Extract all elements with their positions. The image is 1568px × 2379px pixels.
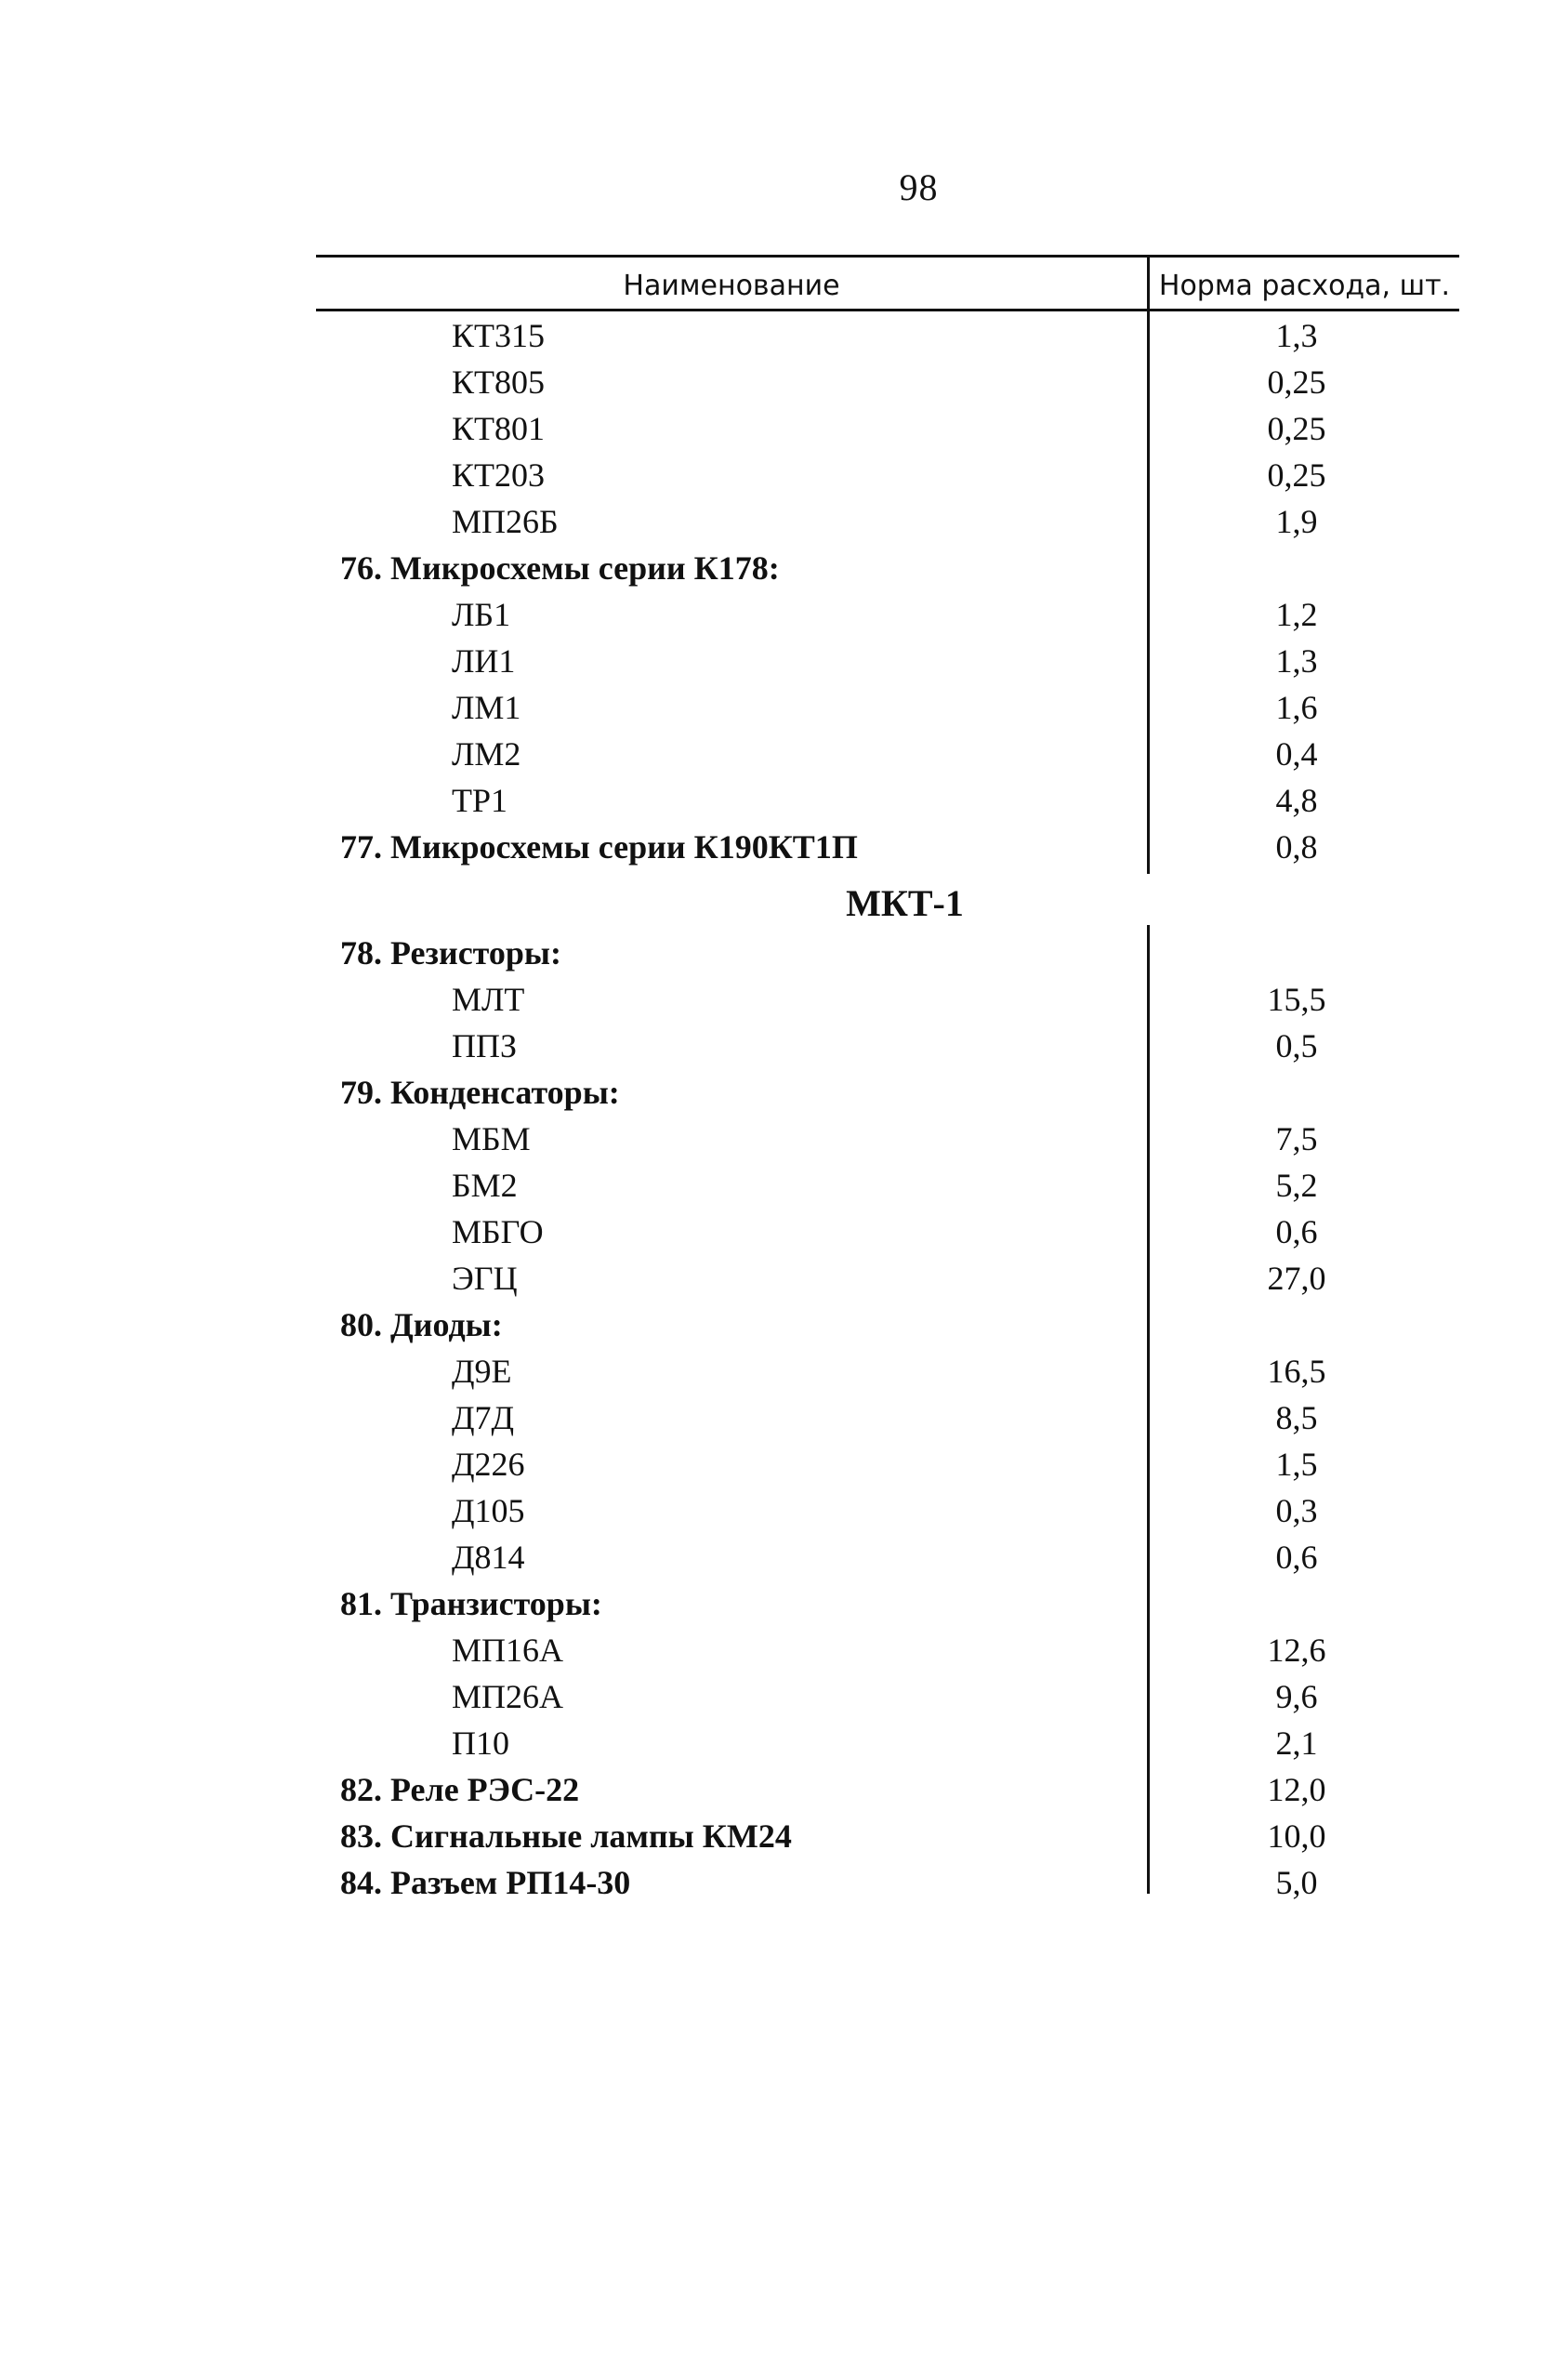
category-row [0,545,1568,591]
item-name: ЛБ1 [452,596,511,633]
header-bottom-rule [316,309,1459,311]
table-row [0,498,1568,545]
table-row [0,1720,1568,1766]
norm-value: 1,3 [1275,642,1318,680]
table-row [0,1116,1568,1162]
table-row [0,452,1568,498]
norm-value: 1,9 [1275,503,1318,540]
section-title: МКТ-1 [846,882,964,924]
item-name: КТ801 [452,410,546,447]
norm-value: 0,6 [1275,1213,1318,1250]
table-top-rule [316,255,1459,258]
norm-value: 5,0 [1275,1864,1318,1901]
norm-value: 1,3 [1275,317,1318,354]
column-header-name: Наименование [623,270,840,302]
norm-value: 10,0 [1267,1817,1326,1855]
item-name: ЛИ1 [452,642,516,680]
norm-value: 0,8 [1275,828,1318,866]
item-name: ЛМ1 [452,689,521,726]
item-name: Д9Е [452,1353,512,1390]
table-row [0,1209,1568,1255]
table-row [0,359,1568,405]
table-row [0,591,1568,638]
item-name: МП26А [452,1678,564,1715]
norm-value: 7,5 [1275,1120,1318,1157]
item-name: БМ2 [452,1167,518,1204]
category-row [0,1302,1568,1348]
norm-value: 15,5 [1267,981,1326,1018]
norm-value: 4,8 [1275,782,1318,819]
category-name: 83. Сигнальные лампы КМ24 [340,1817,792,1855]
category-row [0,1766,1568,1813]
norm-value: 0,3 [1275,1492,1318,1529]
norm-value: 0,25 [1267,456,1326,494]
table-row [0,1023,1568,1069]
category-name: 80. Диоды: [340,1306,503,1343]
item-name: МП26Б [452,503,559,540]
category-name: 77. Микросхемы серии К190КТ1П [340,828,858,866]
table-row [0,312,1568,359]
norm-value: 12,6 [1267,1632,1326,1669]
norm-value: 0,5 [1275,1027,1318,1064]
table-row [0,1394,1568,1441]
table-row [0,405,1568,452]
table-row [0,1255,1568,1302]
norm-value: 2,1 [1275,1725,1318,1762]
category-row [0,1813,1568,1859]
item-name: ЛМ2 [452,735,521,773]
category-row [0,930,1568,976]
norm-value: 12,0 [1267,1771,1326,1808]
item-name: Д814 [452,1539,525,1576]
table-row [0,976,1568,1023]
item-name: КТ203 [452,456,546,494]
category-name: 84. Разъем РП14-30 [340,1864,631,1901]
norm-value: 1,6 [1275,689,1318,726]
norm-value: 0,25 [1267,363,1326,401]
table-row [0,777,1568,824]
item-name: МЛТ [452,981,525,1018]
norm-value: 0,25 [1267,410,1326,447]
category-name: 76. Микросхемы серии К178: [340,549,780,587]
item-name: П10 [452,1725,509,1762]
item-name: ЭГЦ [452,1260,518,1297]
category-name: 79. Конденсаторы: [340,1074,620,1111]
table-row [0,1673,1568,1720]
norm-value: 5,2 [1275,1167,1318,1204]
norm-value: 8,5 [1275,1399,1318,1436]
category-name: 78. Резисторы: [340,934,562,971]
table-row [0,1487,1568,1534]
category-row [0,824,1568,870]
table-row [0,1162,1568,1209]
item-name: МБГО [452,1213,544,1250]
item-name: КТ315 [452,317,546,354]
category-row [0,1069,1568,1116]
category-name: 81. Транзисторы: [340,1585,602,1622]
item-name: Д7Д [452,1399,515,1436]
norm-value: 16,5 [1267,1353,1326,1390]
table-row [0,1627,1568,1673]
table-row [0,1348,1568,1394]
page-number: 98 [899,166,939,208]
table-row [0,1441,1568,1487]
norm-value: 0,6 [1275,1539,1318,1576]
item-name: КТ805 [452,363,546,401]
table-row [0,638,1568,684]
item-name: МБМ [452,1120,531,1157]
table-row [0,1534,1568,1580]
item-name: ТР1 [452,782,508,819]
column-header-norm: Норма расхода, шт. [1158,270,1451,302]
norm-value: 27,0 [1267,1260,1326,1297]
item-name: Д226 [452,1446,525,1483]
norm-value: 1,2 [1275,596,1318,633]
item-name: МП16А [452,1632,564,1669]
norm-value: 9,6 [1275,1678,1318,1715]
category-name: 82. Реле РЭС-22 [340,1771,580,1808]
category-row [0,1859,1568,1906]
norm-value: 1,5 [1275,1446,1318,1483]
table-row [0,731,1568,777]
norm-value: 0,4 [1275,735,1318,773]
category-row [0,1580,1568,1627]
item-name: Д105 [452,1492,525,1529]
table-row [0,684,1568,731]
item-name: ППЗ [452,1027,518,1064]
